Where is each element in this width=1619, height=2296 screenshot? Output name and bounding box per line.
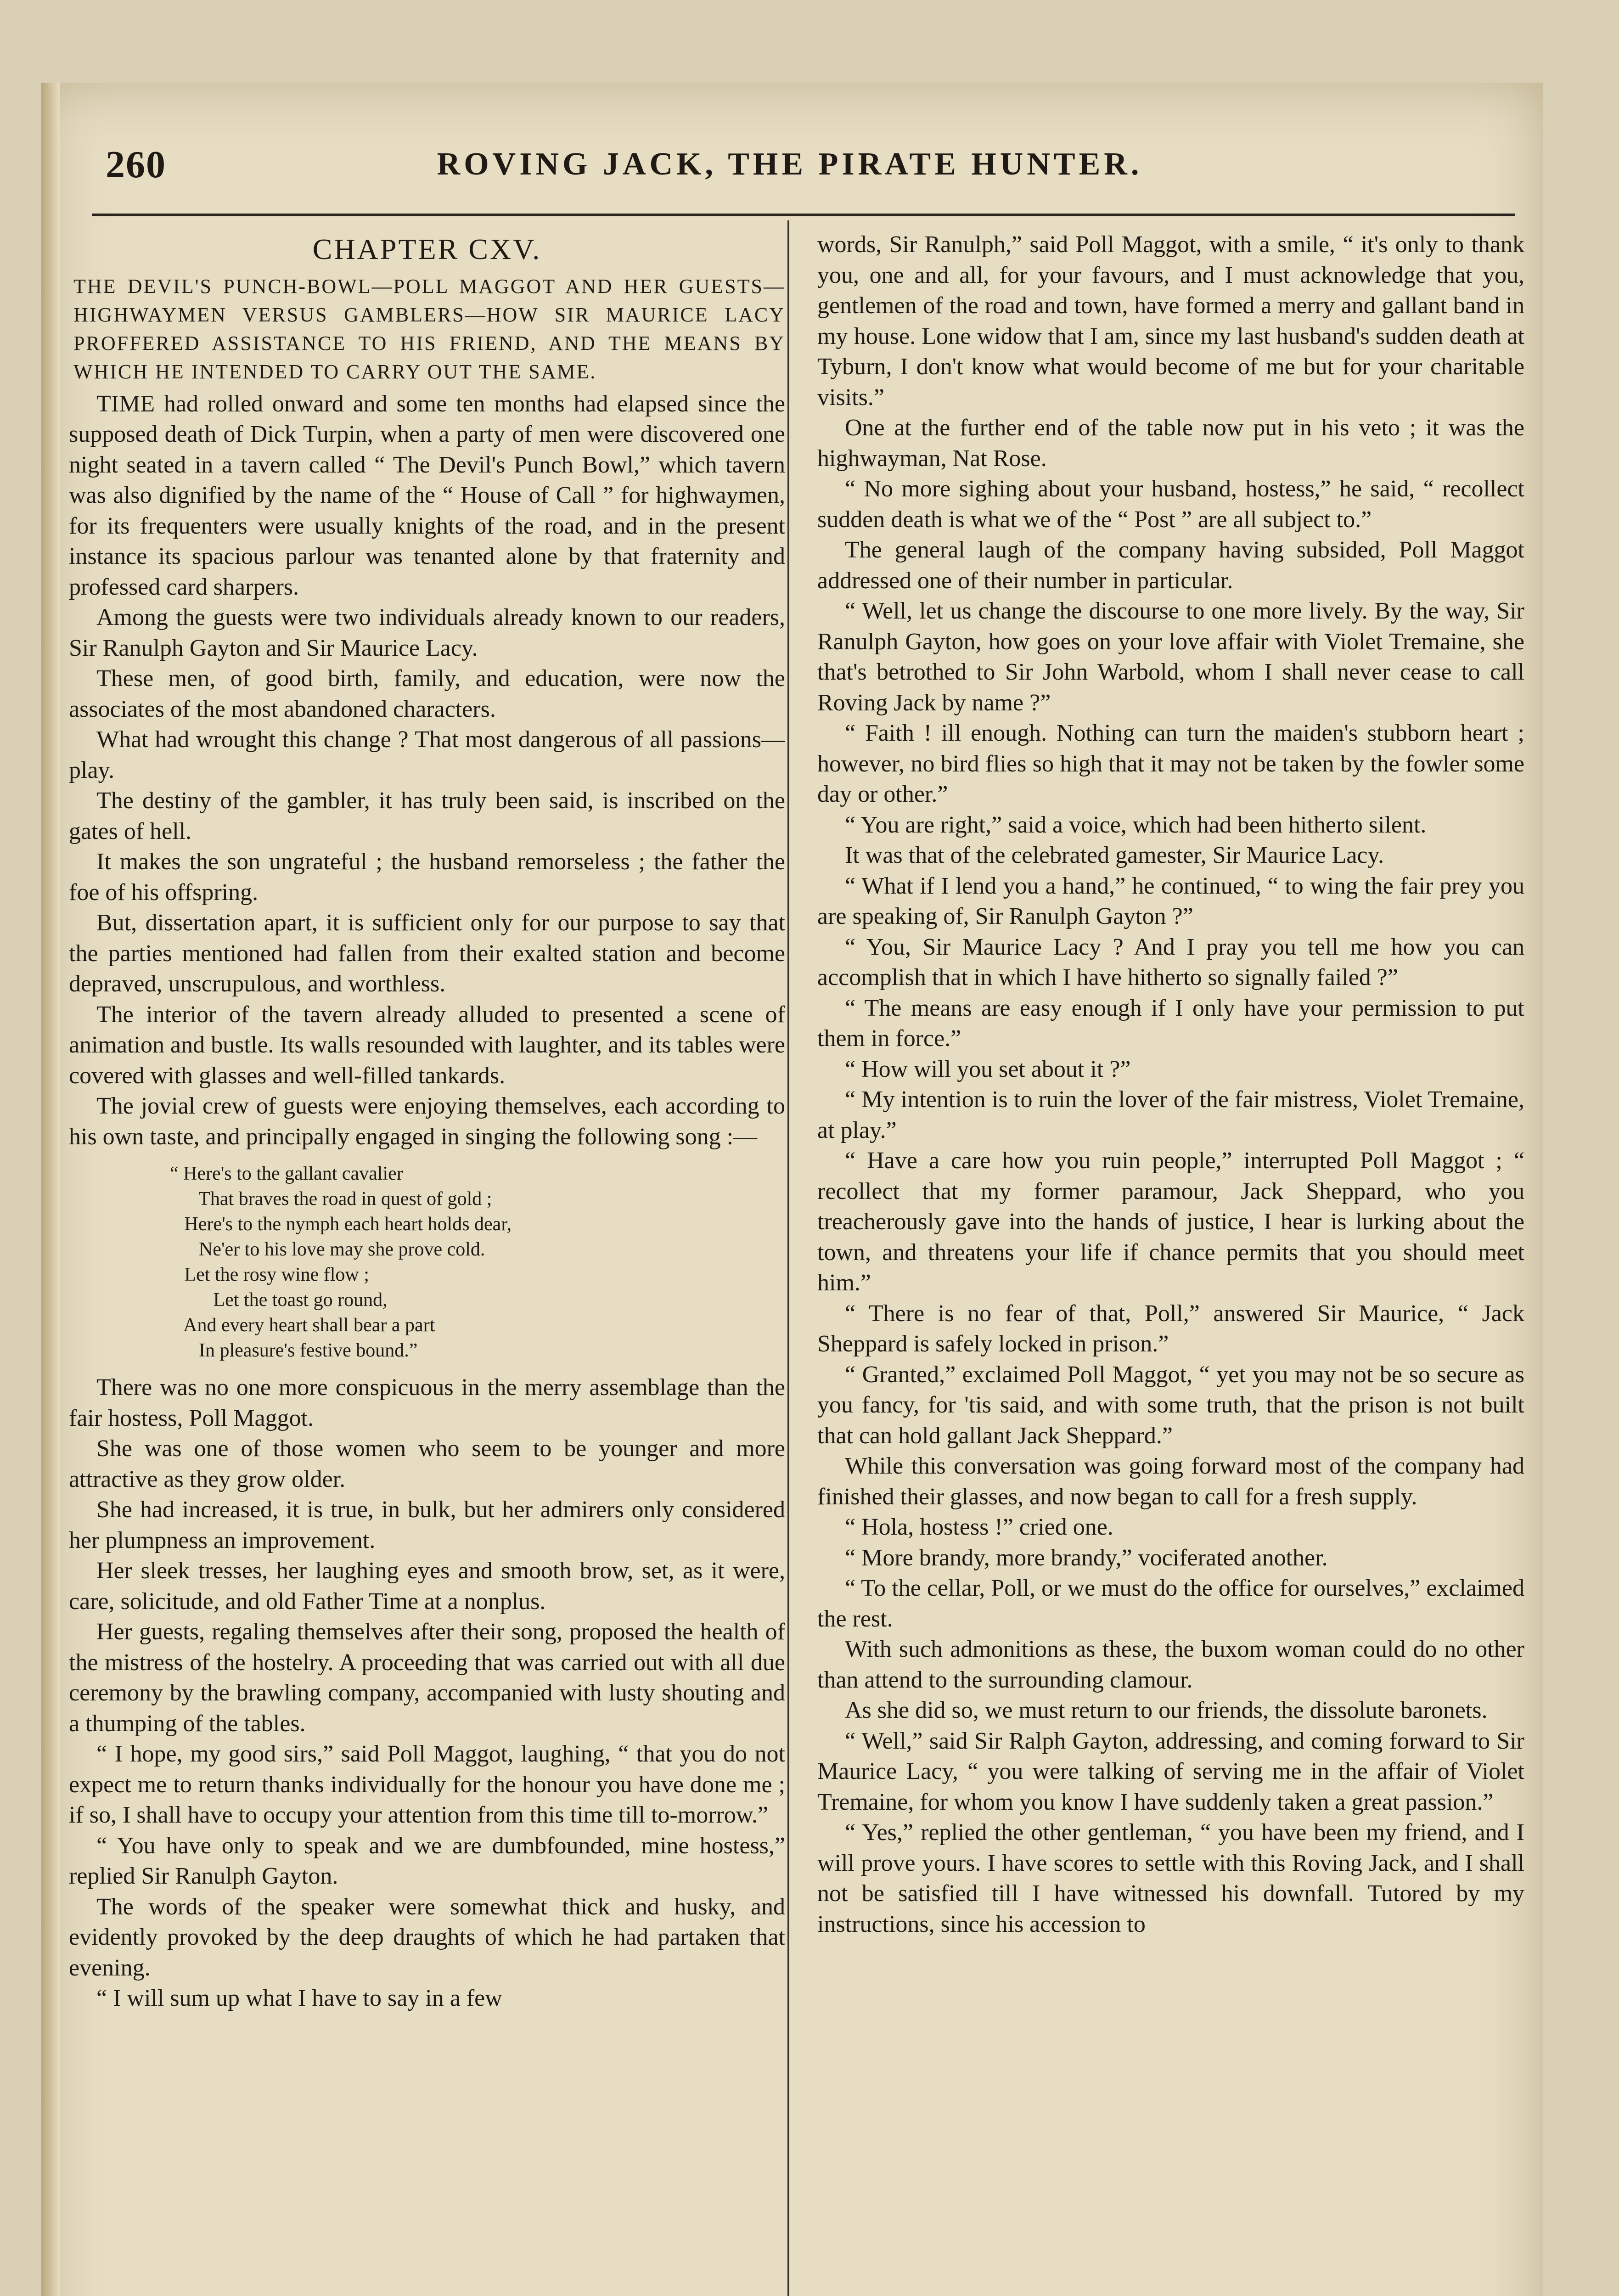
song-line: Let the rosy wine flow ; — [170, 1264, 369, 1285]
paragraph: “ I will sum up what I have to say in a few — [96, 1985, 502, 2011]
paragraph: But, dissertation apart, it is sufficient only for our purpose to say that the parties mentioned had fallen from their exalted station and become depraved, unscrupulous, and worthless. — [69, 910, 785, 997]
paragraph: Her guests, regaling themselves after their song, proposed the health of the mistress of the hostelry. A proceeding that was carried out with all due ceremony by the brawling company, accompanied with lusty shouting and a thumping of the tables. — [69, 1619, 785, 1737]
paragraph: words, Sir Ranulph,” said Poll Maggot, with a smile, “ it's only to thank you, one and all, for your favours, and I must acknowledge that you, gentlemen of the road and town, have formed a merry and gallant band in my house. Lone widow that I am, since my last husband's sudden death at Tyburn, I don't know what would become of me but for your charitable visits.” — [817, 231, 1524, 411]
page-spine-shadow — [41, 83, 60, 2296]
song-line: And every heart shall bear a part — [170, 1315, 435, 1336]
paragraph: “ You have only to speak and we are dumbfounded, mine hostess,” replied Sir Ranulph Gayton. — [69, 1832, 785, 1889]
song-line: Ne'er to his love may she prove cold. — [170, 1239, 485, 1260]
page-header — [73, 142, 1506, 197]
paragraph: These men, of good birth, family, and education, were now the associates of the most abandoned characters. — [69, 665, 785, 722]
chapter-title: CHAPTER CXV. — [312, 233, 542, 265]
page-number: 260 — [106, 143, 166, 186]
paragraph: She had increased, it is true, in bulk, but her admirers only considered her plumpness an improvement. — [69, 1497, 785, 1553]
song-verse — [170, 1161, 785, 1363]
paragraph: What had wrought this change ? That most dangerous of all passions—play. — [69, 726, 785, 783]
paragraph: TIME had rolled onward and some ten months had elapsed since the supposed death of Dick Turpin, when a party of men were discovered one night seated in a tavern called “ The Devil's Punch Bowl,” which tavern was also dignified by the name of the “ House of Call ” for highwaymen, for its frequenters were usually knights of the road, and in the present instance its spacious parlour was tenanted alone by that fraternity and professed card sharpers. — [69, 390, 785, 600]
book-page — [41, 83, 1543, 2296]
paragraph: “ I hope, my good sirs,” said Poll Maggot, laughing, “ that you do not expect me to return thanks individually for the honour you have done me ; if so, I shall have to occupy your attention from this time till to-morrow.” — [69, 1741, 785, 1828]
paragraph: “ Yes,” replied the other gentleman, “ you have been my friend, and I will prove yours. I have scores to settle with this Roving Jack, and I shall not be satisfied till I have witnessed his downfall. Tutored by my instructions, since his accession to — [817, 1819, 1524, 1937]
paragraph: The jovial crew of guests were enjoying themselves, each according to his own taste, and principally engaged in singing the following song :— — [69, 1093, 785, 1150]
paragraph: “ Well,” said Sir Ralph Gayton, addressing, and coming forward to Sir Maurice Lacy, “ you were talking of serving me in the affair of Violet Tremaine, for whom you know I have suddenly taken a great passion.” — [817, 1728, 1524, 1815]
paragraph: “ You are right,” said a voice, which had been hitherto silent. — [845, 811, 1427, 838]
song-line: In pleasure's festive bound.” — [170, 1340, 418, 1361]
paragraph: There was no one more conspicuous in the merry assemblage than the fair hostess, Poll Maggot. — [69, 1374, 785, 1431]
paragraph: “ There is no fear of that, Poll,” answered Sir Maurice, “ Jack Sheppard is safely locked in prison.” — [817, 1300, 1524, 1357]
column-divider — [787, 220, 789, 2296]
paragraph: While this conversation was going forward most of the company had finished their glasses, and now began to call for a fresh supply. — [817, 1453, 1524, 1510]
paragraph: It makes the son ungrateful ; the husband remorseless ; the father the foe of his offspring. — [69, 849, 785, 906]
paragraph: “ Well, let us change the discourse to one more lively. By the way, Sir Ranulph Gayton, how goes on your love affair with Violet Tremaine, she that's betrothed to Sir John Warbold, whom I shall never cease to call Roving Jack by name ?” — [817, 598, 1524, 716]
paragraph: The general laugh of the company having subsided, Poll Maggot addressed one of their number in particular. — [817, 537, 1524, 594]
paragraph: “ Hola, hostess !” cried one. — [845, 1514, 1113, 1540]
song-line: That braves the road in quest of gold ; — [170, 1188, 492, 1210]
left-column — [69, 230, 785, 2296]
paragraph: “ Faith ! ill enough. Nothing can turn the maiden's stubborn heart ; however, no bird flies so high that it may not be taken by the fowler some day or other.” — [817, 720, 1524, 807]
paragraph: “ What if I lend you a hand,” he continued, “ to wing the fair prey you are speaking of, Sir Ranulph Gayton ?” — [817, 872, 1524, 929]
paragraph: The words of the speaker were somewhat thick and husky, and evidently provoked by the deep draughts of which he had partaken that evening. — [69, 1893, 785, 1981]
paragraph: With such admonitions as these, the buxom woman could do no other than attend to the surrounding clamour. — [817, 1636, 1524, 1693]
right-column — [817, 230, 1524, 2296]
right-paragraphs — [817, 230, 1524, 1940]
song-line: Let the toast go round, — [170, 1289, 388, 1311]
paragraph: “ Granted,” exclaimed Poll Maggot, “ yet you may not be so secure as you fancy, for 'tis said, and with some truth, that the prison is not built that can hold gallant Jack Sheppard.” — [817, 1361, 1524, 1449]
paragraph: “ How will you set about it ?” — [845, 1056, 1131, 1082]
paragraph: The destiny of the gambler, it has truly been said, is inscribed on the gates of hell. — [69, 788, 785, 844]
paragraph: It was that of the celebrated gamester, Sir Maurice Lacy. — [845, 842, 1384, 868]
paragraph: She was one of those women who seem to be younger and more attractive as they grow older. — [69, 1435, 785, 1492]
paragraph: Among the guests were two individuals already known to our readers, Sir Ranulph Gayton and Sir Maurice Lacy. — [69, 604, 785, 661]
left-paragraphs-after-song — [69, 1373, 785, 2014]
paragraph: “ No more sighing about your husband, hostess,” he said, “ recollect sudden death is what we of the “ Post ” are all subject to.” — [817, 476, 1524, 533]
header-rule — [92, 214, 1515, 216]
paragraph: As she did so, we must return to our friends, the dissolute baronets. — [845, 1697, 1488, 1723]
paragraph: “ The means are easy enough if I only have your permission to put them in force.” — [817, 995, 1524, 1052]
paragraph: Her sleek tresses, her laughing eyes and smooth brow, set, as it were, care, solicitude, and old Father Time at a nonplus. — [69, 1558, 785, 1615]
paragraph: The interior of the tavern already alluded to presented a scene of animation and bustle. Its walls resounded with laughter, and its tables were covered with glasses and well-filled tankards. — [69, 1001, 785, 1089]
paragraph: “ My intention is to ruin the lover of the fair mistress, Violet Tremaine, at play.” — [817, 1086, 1524, 1143]
paragraph: “ Have a care how you ruin people,” interrupted Poll Maggot ; “ recollect that my former paramour, Jack Sheppard, who you treacherously gave into the hands of justice, I hear is lurking about the town, and threatens your life if chance permits that you should meet him.” — [817, 1148, 1524, 1296]
paragraph: “ You, Sir Maurice Lacy ? And I pray you tell me how you can accomplish that in which I have hitherto so signally failed ?” — [817, 934, 1524, 990]
paragraph: “ To the cellar, Poll, or we must do the office for ourselves,” exclaimed the rest. — [817, 1575, 1524, 1632]
paragraph: “ More brandy, more brandy,” vociferated another. — [845, 1544, 1328, 1571]
song-line: “ Here's to the gallant cavalier — [170, 1163, 403, 1184]
left-paragraphs-before-song — [69, 389, 785, 1153]
song-line: Here's to the nymph each heart holds dear, — [170, 1214, 512, 1235]
running-title: ROVING JACK, THE PIRATE HUNTER. — [437, 146, 1143, 182]
paragraph: One at the further end of the table now put in his veto ; it was the highwayman, Nat Rose. — [817, 415, 1524, 472]
chapter-synopsis: THE DEVIL'S PUNCH-BOWL—POLL MAGGOT AND HER GUESTS—HIGHWAYMEN VERSUS GAMBLERS—HOW SIR MAURICE LACY PROFFERED ASSISTANCE TO HIS FRIEND, AND THE MEANS BY WHICH HE INTENDED TO CARRY OUT THE SAME. — [73, 275, 785, 383]
